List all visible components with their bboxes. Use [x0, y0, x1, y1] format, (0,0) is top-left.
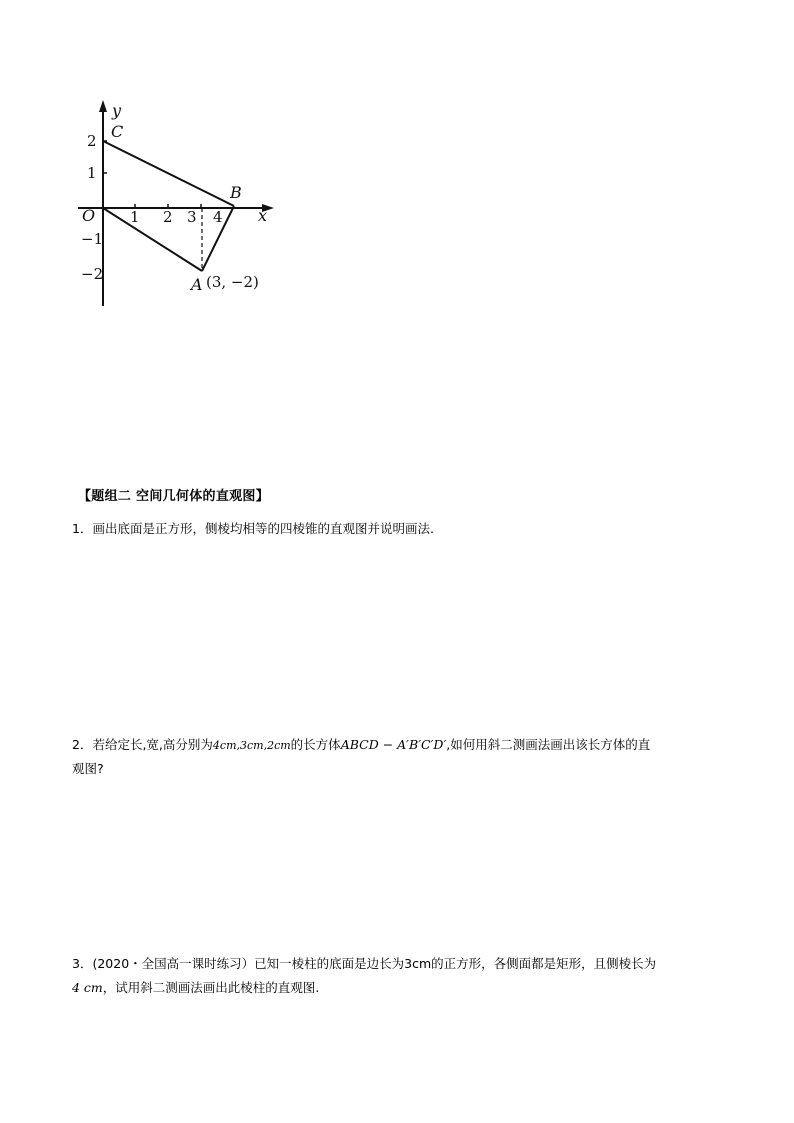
question-2	[72, 733, 732, 781]
segment-cb	[103, 141, 234, 206]
question-2-middle: 的长方体	[290, 737, 341, 752]
question-2-solid: ABCD − A′B′C′D′	[340, 737, 447, 752]
origin-label: O	[82, 206, 96, 225]
section-title: 【题组二 空间几何体的直观图】	[78, 489, 270, 504]
point-a-label: A	[191, 275, 203, 294]
x-tick-label: 1	[130, 208, 140, 226]
y-tick-label: −1	[81, 230, 104, 248]
question-1-text: 1．画出底面是正方形，侧棱均相等的四棱锥的直观图并说明画法.	[72, 521, 434, 536]
y-tick-label: 1	[87, 164, 97, 182]
question-3-line1: 3．(2020・全国高一课时练习）已知一棱柱的底面是边长为3cm的正方形，各侧面都是矩形，且侧棱长为	[72, 956, 657, 971]
question-2-line2: 观图?	[72, 760, 104, 776]
x-tick-label: 2	[163, 208, 173, 226]
y-tick-label: −2	[81, 265, 104, 283]
x-tick-label: 3	[187, 208, 197, 226]
point-b-label: B	[230, 183, 242, 202]
y-tick-label: 2	[87, 132, 97, 150]
triangle-diagram	[78, 96, 278, 306]
coordinate-figure	[78, 96, 278, 306]
question-3-line2: ，试用斜二测画法画出此棱柱的直观图.	[102, 979, 320, 995]
x-tick-label: 4	[213, 208, 223, 226]
x-axis-label: x	[258, 206, 268, 225]
question-3	[72, 952, 732, 1000]
question-2-prefix: 2．若给定长,宽,高分别为	[72, 737, 213, 752]
question-2-dimensions: 4cm,3cm,2cm	[212, 739, 291, 752]
question-1	[72, 517, 732, 541]
point-a-coords: (3, −2)	[206, 273, 259, 291]
question-2-suffix: ,如何用斜二测画法画出该长方体的直	[446, 737, 651, 752]
y-axis-label: y	[112, 101, 122, 120]
point-c-label: C	[111, 122, 124, 141]
question-3-length: 4 cm	[72, 979, 103, 995]
y-axis-arrow	[99, 100, 107, 112]
